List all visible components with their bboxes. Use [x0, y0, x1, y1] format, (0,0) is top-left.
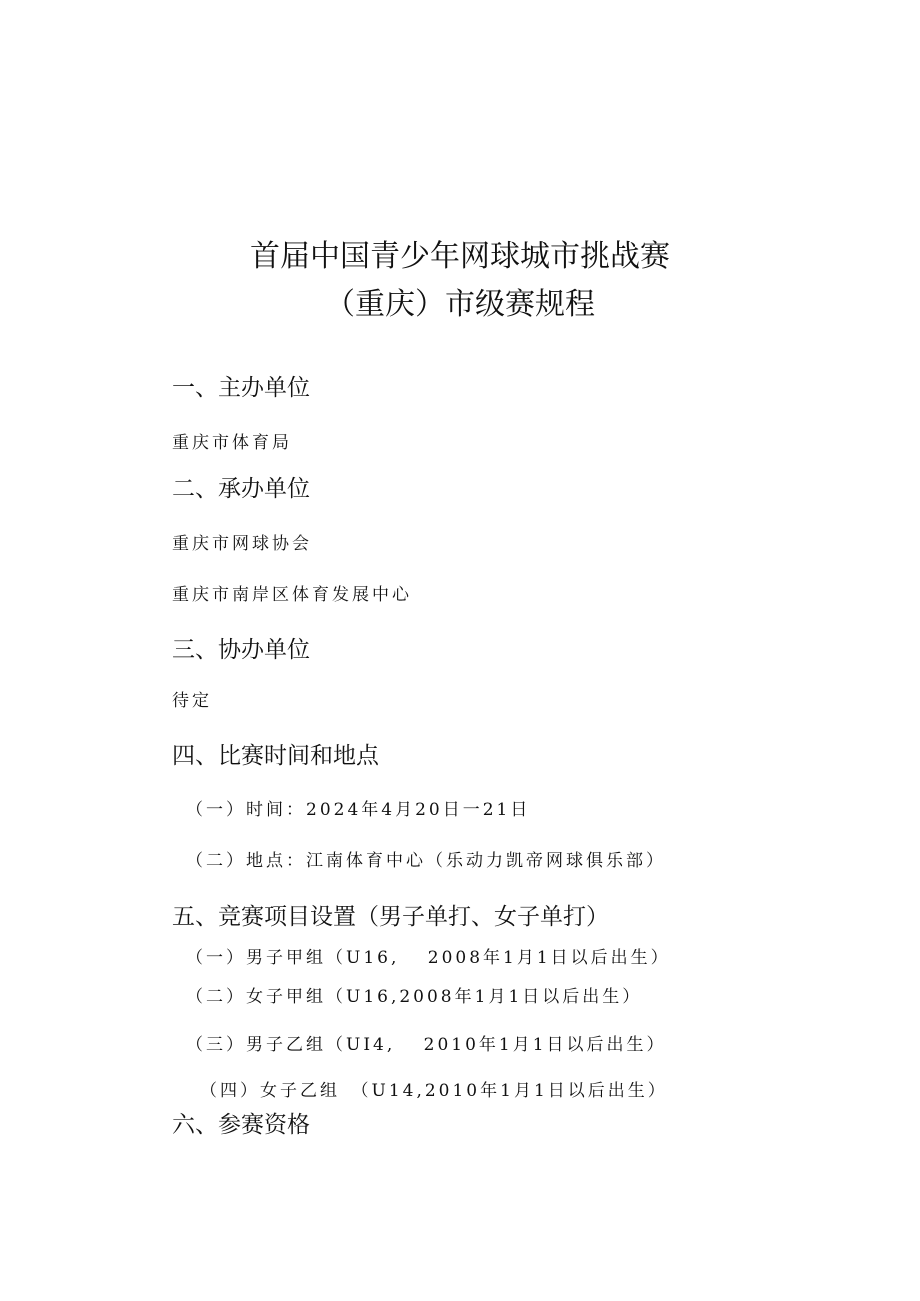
section-heading-events: 五、竞赛项目设置（男子单打、女子单打） — [172, 904, 609, 930]
document-title-line-1: 首届中国青少年网球城市挑战赛 — [250, 239, 670, 274]
organizer-item: 重庆市体育局 — [172, 433, 292, 453]
document-title-line-2: （重庆）市级赛规程 — [325, 287, 595, 322]
section-heading-co-organizer: 三、协办单位 — [172, 637, 310, 663]
time-item: （一）时间：2024年4月20日一21日 — [186, 800, 531, 820]
co-organizer-item: 待定 — [172, 691, 212, 711]
venue-item: （二）地点：江南体育中心（乐动力凯帝网球俱乐部） — [186, 851, 666, 871]
section-heading-undertaker: 二、承办单位 — [172, 476, 310, 502]
event-item: （三）男子乙组（UI4, 2010年1月1日以后出生） — [186, 1035, 667, 1055]
event-item: （二）女子甲组（U16,2008年1月1日以后出生） — [186, 987, 643, 1007]
section-heading-eligibility: 六、参赛资格 — [172, 1112, 310, 1138]
undertaker-item: 重庆市南岸区体育发展中心 — [172, 585, 412, 605]
event-item: （四）女子乙组 （U14,2010年1月1日以后出生） — [200, 1081, 668, 1101]
section-heading-organizer: 一、主办单位 — [172, 375, 310, 401]
section-heading-time-venue: 四、比赛时间和地点 — [172, 743, 379, 769]
event-item: （一）男子甲组（U16, 2008年1月1日以后出生） — [186, 948, 671, 968]
undertaker-item: 重庆市网球协会 — [172, 534, 312, 554]
